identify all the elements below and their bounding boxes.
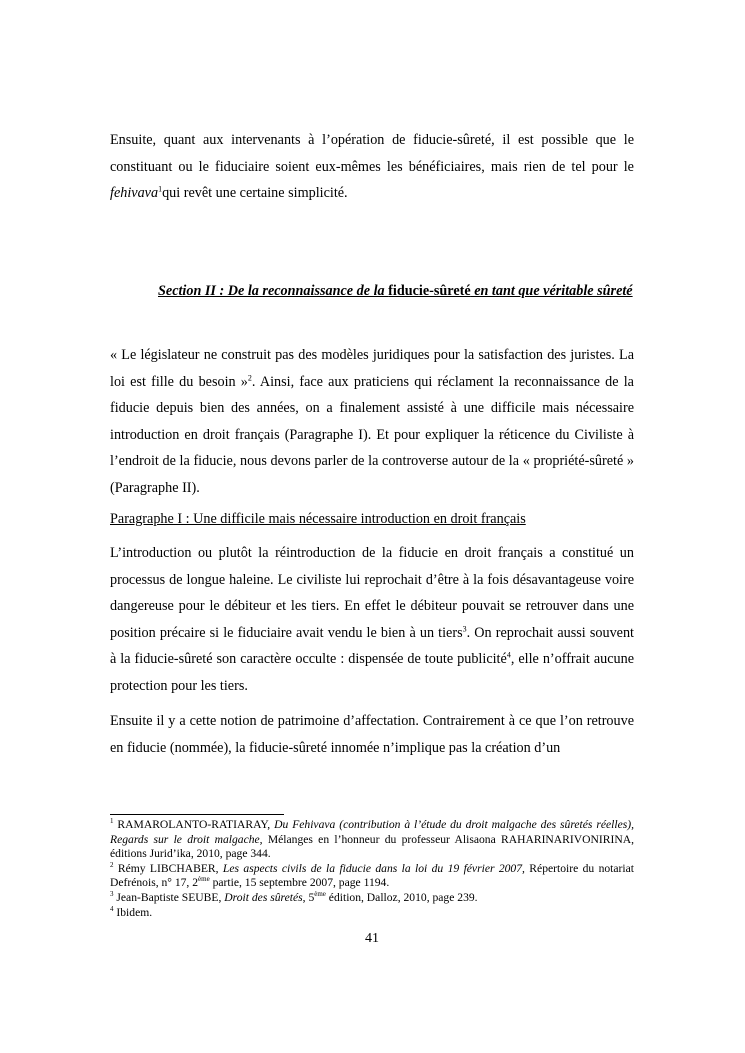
- page-number: 41: [365, 931, 379, 946]
- footnote-number: 2: [110, 860, 114, 869]
- footnote-title: Du Fehivava (contribution à l’étude du droit malgache des sûretés réelles), Regards sur le droit malgache,: [110, 818, 634, 846]
- paragraph-text: « Le législateur ne construit pas des modèles juridiques pour la satisfaction des juristes. La loi est fille du besoin »: [110, 347, 634, 390]
- paragraph-introduction: [110, 540, 634, 699]
- footnote-author: Jean-Baptiste SEUBE,: [113, 890, 225, 904]
- footnote-2: [110, 862, 634, 891]
- footnote-4: [110, 906, 634, 921]
- footnote-text: Répertoire du notariat Defrénois, n° 17, 2: [110, 861, 634, 890]
- paragraph-text: , elle n’offrait aucune protection pour les tiers.: [110, 651, 634, 694]
- footnote-text: édition, Dalloz, 2010, page 239.: [325, 890, 478, 904]
- ordinal-superscript: ème: [198, 875, 210, 884]
- section-title-part2: fiducie-sûreté: [388, 283, 471, 299]
- paragraph-text: qui revêt une certaine simplicité.: [162, 185, 348, 201]
- footnote-number: 3: [110, 890, 114, 899]
- paragraph-heading: [110, 508, 634, 530]
- footnote-ref-1[interactable]: 1: [158, 184, 163, 194]
- paragraph-text: . Ainsi, face aux praticiens qui réclament la reconnaissance de la fiducie depuis bien des années, on a finalement assisté à une difficile mais nécessaire introduction en droit français (Paragraphe I). Et pour expliquer la réticence du Civiliste à l’endroit de la fiducie, nous devons parler de la controverse autour de la « propriété-sûreté » (Paragraphe II).: [110, 373, 634, 496]
- paragraph-patrimoine: [110, 708, 634, 761]
- footnote-author: Rémy LIBCHABER,: [113, 861, 223, 875]
- footnote-1: [110, 818, 634, 862]
- paragraph-legislateur: [110, 342, 634, 501]
- footnote-author: RAMAROLANTO-RATIARAY,: [113, 818, 275, 831]
- footnote-separator: [110, 814, 284, 815]
- footnote-ref-4[interactable]: 4: [506, 650, 511, 660]
- section-title: [110, 278, 634, 305]
- section-title-part1: Section II : De la reconnaissance de la: [158, 283, 389, 299]
- footnote-3: [110, 891, 634, 906]
- footnote-ref-2[interactable]: 2: [247, 372, 252, 382]
- footnote-text: , 5: [302, 890, 315, 904]
- paragraph-text: Ensuite, quant aux intervenants à l’opération de fiducie-sûreté, il est possible que le constituant ou le fiduciaire soient eux-mêmes les bénéficiaires, mais rien de tel pour le: [110, 132, 634, 175]
- subheading-text: Paragraphe I : Une difficile mais nécessaire introduction en droit français: [110, 511, 526, 527]
- paragraph-text: Ensuite il y a cette notion de patrimoine d’affectation. Contrairement à ce que l’on retrouve en fiducie (nommée), la fiducie-sûreté innomée n’implique pas la création d’un: [110, 713, 634, 756]
- ordinal-superscript: ème: [314, 890, 326, 899]
- paragraph-text: . On reprochait aussi souvent à la fiducie-sûreté son caractère occulte : dispensée de toute publicité: [110, 624, 634, 667]
- footnote-number: 4: [110, 904, 114, 913]
- footnote-text: Ibidem.: [113, 905, 153, 919]
- italic-term: fehivava: [110, 185, 159, 201]
- footnote-text: partie, 15 septembre 2007, page 1194.: [209, 876, 390, 890]
- footnote-number: 1: [110, 817, 114, 826]
- paragraph-text: L’introduction ou plutôt la réintroduction de la fiducie en droit français a constitué un processus de longue haleine. Le civiliste lui reprochait d’être à la fois désavantageuse voire dangereuse pour le débiteur et les tiers. En effet le débiteur pouvait se retrouver dans une position précaire si le fiduciaire avait vendu le bien à un tiers: [110, 545, 634, 641]
- paragraph-intervenants: [110, 127, 634, 207]
- footnote-ref-3[interactable]: 3: [462, 623, 467, 633]
- footnote-title: Les aspects civils de la fiducie dans la loi du 19 février 2007,: [222, 861, 525, 875]
- footnotes: [110, 818, 634, 920]
- footnote-title: Droit des sûretés: [224, 890, 303, 904]
- footnote-text: Mélanges en l’honneur du professeur Alisaona RAHARINARIVONIRINA, éditions Jurid’ika, 2010, page 344.: [110, 832, 634, 861]
- section-title-part3: en tant que véritable sûreté: [470, 283, 633, 299]
